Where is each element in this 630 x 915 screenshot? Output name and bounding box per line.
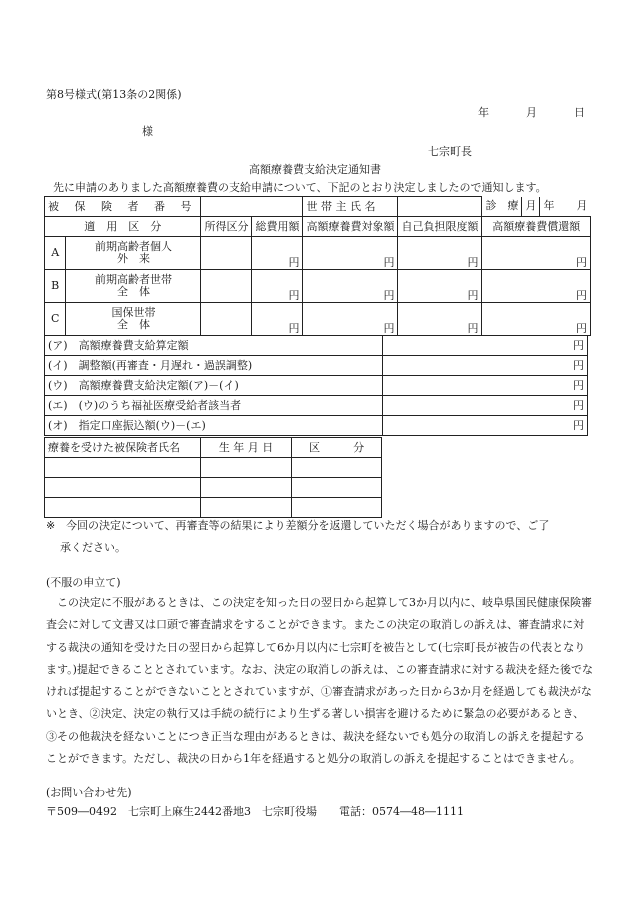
table-row <box>45 303 591 336</box>
target-yen: 円 <box>303 270 398 303</box>
total-cost-yen: 円 <box>252 237 303 270</box>
contact-title: (お問い合わせ先) <box>46 786 132 799</box>
recipient-header-row <box>45 438 382 458</box>
recipient-birth-label: 生 年 月 日 <box>200 438 292 458</box>
table-row <box>45 498 382 518</box>
calc-label: (ウ) 高額療養費支給決定額(ア)－(イ) <box>45 376 383 396</box>
calc-row <box>45 396 588 416</box>
col-income: 所得区分 <box>201 217 252 237</box>
form-label: 第8号様式(第13条の2関係) <box>46 88 182 101</box>
table-row <box>45 270 591 303</box>
row-category-line2: 外 来 <box>116 252 150 265</box>
calc-yen: 円 <box>382 336 587 356</box>
col-target: 高額療養費対象額 <box>303 217 398 237</box>
treatment-year-month: 年 月 <box>543 199 588 213</box>
document-title: 高額療養費支給決定通知書 <box>249 163 381 176</box>
insured-number-label: 被 保 険 者 番 号 <box>45 197 201 217</box>
calc-row <box>45 416 588 436</box>
row-letter: B <box>45 270 66 303</box>
table-row <box>45 237 591 270</box>
row-category-line1: 前期高齢者世帯 <box>94 273 172 287</box>
issuer: 七宗町長 <box>428 145 472 158</box>
limit-yen: 円 <box>398 303 482 336</box>
income-cell <box>201 303 252 336</box>
contact-line: 〒509―0492 七宗町上麻生2442番地3 七宗町役場 電話：0574―48―1111 <box>46 805 464 818</box>
date-line <box>478 107 585 118</box>
row-category-line2: 全 体 <box>116 285 150 298</box>
householder-label: 世 帯 主 氏 名 <box>303 197 398 217</box>
objection-body: この決定に不服があるときは、この決定を知った日の翌日から起算して3か月以内に、岐阜県国民健康保険審査会に対して文書又は口頭で審査請求をすることができます。またこの決定の取消しの訴えは、審査請求に対する裁決の通知を受けた日の翌日から起算して6か月以内に七宗町を被告として(七宗町長が被告の代表となります。)提起できることとされています。なお、決定の取消しの訴えは、この審査請求に対する裁決を経た後でなければ提起することができないこととされていますが、①審査請求があった日から3か月を経過しても裁決がないとき、②決定、決定の執行又は手続の続行により生ずる著しい損害を避けるために緊急の必要があるとき、③その他裁決を経ないことにつき正当な理由があるときは、裁決を経ないでも処分の取消しの訴えを提起することができます。ただし、裁決の日から1年を経過すると処分の取消しの訴えを提起することはできません。 <box>46 596 594 766</box>
recipient-category-label: 区 分 <box>292 438 382 458</box>
calc-label: (オ) 指定口座振込額(ウ)－(エ) <box>45 416 383 436</box>
calc-label: (ア) 高額療養費支給算定額 <box>45 336 383 356</box>
calc-row <box>45 376 588 396</box>
date-year: 年 <box>478 106 489 119</box>
benefit-table <box>44 196 591 336</box>
row-category-line1: 国保世帯 <box>111 306 156 320</box>
calc-row <box>45 356 588 376</box>
total-cost-yen: 円 <box>252 270 303 303</box>
refund-yen: 円 <box>482 237 591 270</box>
row-category <box>66 303 201 336</box>
total-cost-yen: 円 <box>252 303 303 336</box>
date-day: 日 <box>574 106 585 119</box>
treatment-label: 診 療 <box>482 197 522 216</box>
col-limit: 自己負担限度額 <box>398 217 482 237</box>
insured-number-field <box>201 197 303 217</box>
calc-row <box>45 336 588 356</box>
intro-text: 先に申請のありました高額療養費の支給申請について、下記のとおり決定しましたので通知します。 <box>53 181 547 194</box>
calc-yen: 円 <box>382 376 587 396</box>
calc-yen: 円 <box>382 396 587 416</box>
note-line1: 今回の決定について、再審査等の結果により差額分を返還していただく場合がありますので、ご了 <box>66 519 550 532</box>
calculation-table <box>44 335 588 436</box>
note-mark: ※ <box>46 519 56 532</box>
header-row <box>45 197 591 217</box>
limit-yen: 円 <box>398 237 482 270</box>
refund-yen: 円 <box>482 303 591 336</box>
income-cell <box>201 237 252 270</box>
row-letter: C <box>45 303 66 336</box>
row-category <box>66 270 201 303</box>
recipient-name-label: 療養を受けた被保険者氏名 <box>45 438 201 458</box>
col-category: 適 用 区 分 <box>45 217 201 237</box>
row-letter: A <box>45 237 66 270</box>
householder-field <box>398 197 482 217</box>
income-cell <box>201 270 252 303</box>
calc-yen: 円 <box>382 416 587 436</box>
table-row <box>45 478 382 498</box>
col-total-cost: 総費用額 <box>252 217 303 237</box>
limit-yen: 円 <box>398 270 482 303</box>
refund-yen: 円 <box>482 270 591 303</box>
note-line2: 承ください。 <box>60 541 126 554</box>
recipient-table <box>44 437 382 518</box>
date-month: 月 <box>526 106 537 119</box>
calc-label: (エ) (ウ)のうち福祉医療受給者該当者 <box>45 396 383 416</box>
calc-yen: 円 <box>382 356 587 376</box>
treatment-month: 月 <box>522 197 540 216</box>
addressee: 様 <box>142 125 153 138</box>
target-yen: 円 <box>303 303 398 336</box>
col-refund: 高額療養費償還額 <box>482 217 591 237</box>
calc-label: (イ) 調整額(再審査・月遅れ・過誤調整) <box>45 356 383 376</box>
row-category <box>66 237 201 270</box>
target-yen: 円 <box>303 237 398 270</box>
objection-title: (不服の申立て) <box>46 576 121 589</box>
column-header-row <box>45 217 591 237</box>
row-category-line2: 全 体 <box>116 318 150 331</box>
row-category-line1: 前期高齢者個人 <box>94 240 172 254</box>
table-row <box>45 458 382 478</box>
